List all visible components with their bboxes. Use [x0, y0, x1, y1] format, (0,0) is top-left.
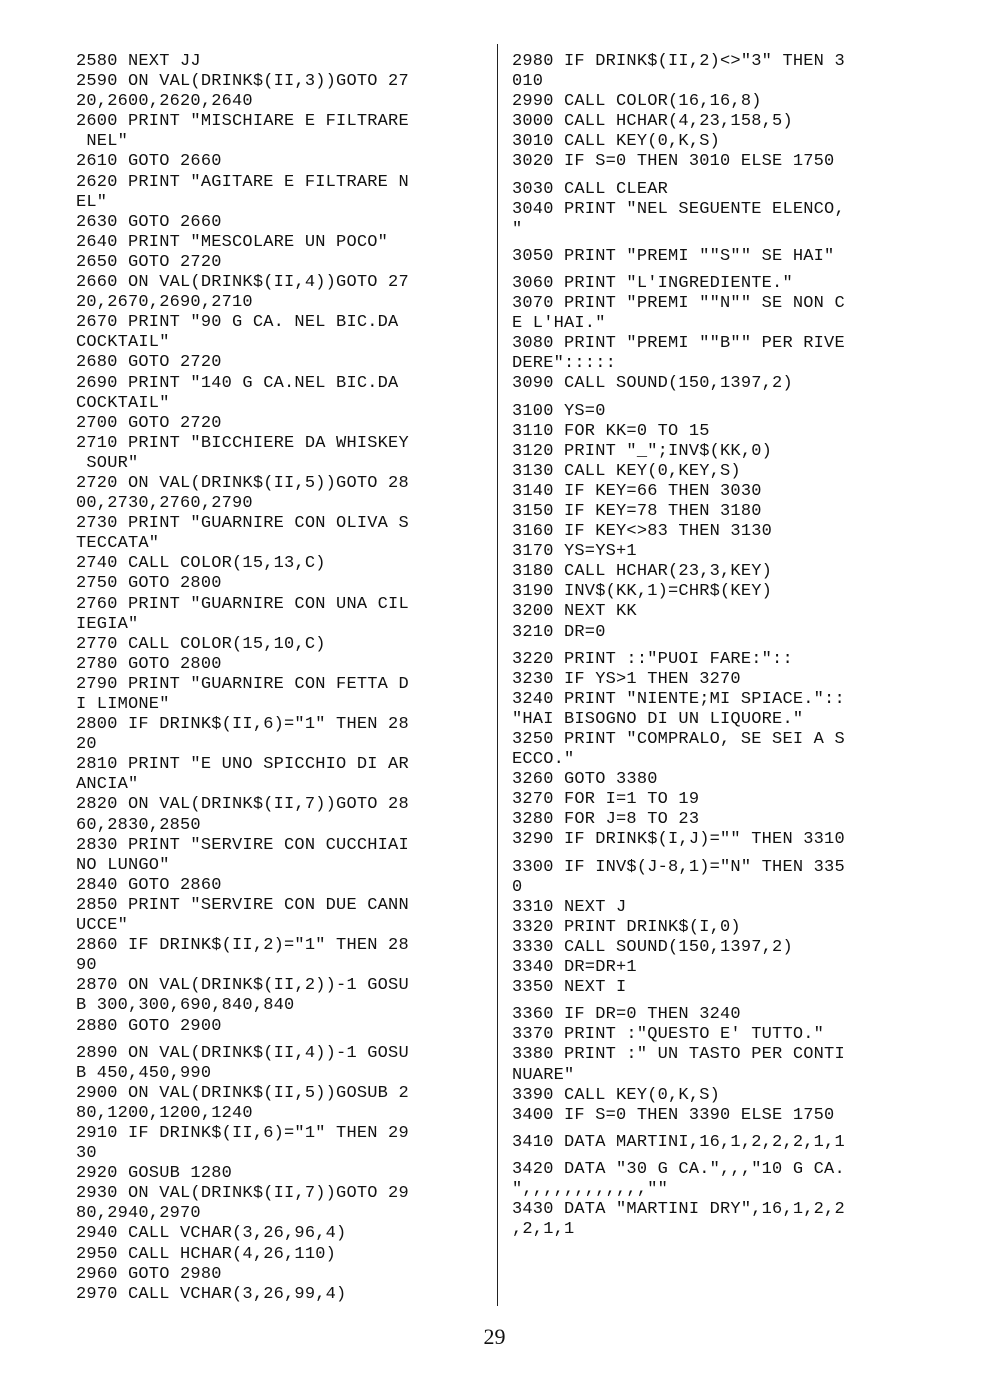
- code-line: 2790 PRINT "GUARNIRE CON FETTA D I LIMONE": [76, 674, 409, 714]
- code-line: 2810 PRINT "E UNO SPICCHIO DI AR ANCIA": [76, 755, 409, 795]
- code-line: 3040 PRINT "NEL SEGUENTE ELENCO, ": [512, 199, 845, 239]
- code-line: 2860 IF DRINK$(II,2)="1" THEN 28 90: [76, 936, 409, 976]
- code-line: 3230 IF YS>1 THEN 3270: [512, 669, 741, 689]
- code-line: 3250 PRINT "COMPRALO, SE SEI A S ECCO.": [512, 730, 845, 770]
- code-line: 2980 IF DRINK$(II,2)<>"3" THEN 3 010: [512, 52, 845, 92]
- code-line: 2630 GOTO 2660: [76, 212, 222, 232]
- code-line: 3130 CALL KEY(0,KEY,S): [512, 461, 741, 481]
- code-line: 2870 ON VAL(DRINK$(II,2))-1 GOSU B 300,300,690,840,840: [76, 976, 409, 1016]
- code-line: 3030 CALL CLEAR: [512, 179, 669, 199]
- code-line: 2950 CALL HCHAR(4,26,110): [76, 1244, 337, 1264]
- code-line: 2780 GOTO 2800: [76, 654, 222, 674]
- code-line: 3060 PRINT "L'INGREDIENTE.": [512, 273, 793, 293]
- code-line: 2640 PRINT "MESCOLARE UN POCO": [76, 232, 389, 252]
- code-line: 2760 PRINT "GUARNIRE CON UNA CIL IEGIA": [76, 594, 409, 634]
- code-line: 2750 GOTO 2800: [76, 574, 222, 594]
- code-line: 2920 GOSUB 1280: [76, 1164, 233, 1184]
- code-line: 3270 FOR I=1 TO 19: [512, 790, 700, 810]
- code-line: 2580 NEXT JJ: [76, 52, 201, 71]
- column-divider: [497, 44, 498, 1306]
- code-line: 2690 PRINT "140 G CA.NEL BIC.DA COCKTAIL": [76, 373, 399, 413]
- code-line: 3160 IF KEY<>83 THEN 3130: [512, 522, 773, 542]
- code-line: 3200 NEXT KK: [512, 602, 637, 622]
- code-line: 3020 IF S=0 THEN 3010 ELSE 1750: [512, 152, 835, 172]
- code-line: 3150 IF KEY=78 THEN 3180: [512, 501, 762, 521]
- code-column-right: [512, 52, 907, 1240]
- code-line: 3110 FOR KK=0 TO 15: [512, 421, 710, 441]
- code-line: 3340 DR=DR+1: [512, 958, 637, 978]
- code-line: 3190 INV$(KK,1)=CHR$(KEY): [512, 582, 773, 602]
- code-line: 3220 PRINT ::"PUOI FARE:"::: [512, 649, 793, 669]
- code-line: 3070 PRINT "PREMI ""N"" SE NON C E L'HAI.": [512, 294, 845, 334]
- code-line: 2890 ON VAL(DRINK$(II,4))-1 GOSU B 450,450,990: [76, 1043, 409, 1083]
- code-line: 2910 IF DRINK$(II,6)="1" THEN 29 30: [76, 1123, 409, 1164]
- code-line: 2970 CALL VCHAR(3,26,99,4): [76, 1284, 347, 1304]
- code-line: 3390 CALL KEY(0,K,S): [512, 1085, 721, 1105]
- code-line: 3140 IF KEY=66 THEN 3030: [512, 481, 762, 501]
- code-line: 3180 CALL HCHAR(23,3,KEY): [512, 562, 773, 582]
- code-line: 3170 YS=YS+1: [512, 542, 637, 562]
- code-line: 2820 ON VAL(DRINK$(II,7))GOTO 28 60,2830,2850: [76, 795, 409, 835]
- code-line: 2880 GOTO 2900: [76, 1016, 222, 1036]
- code-line: 2650 GOTO 2720: [76, 252, 222, 272]
- code-line: 2960 GOTO 2980: [76, 1264, 222, 1284]
- code-line: 2930 ON VAL(DRINK$(II,7))GOTO 29 80,2940,2970: [76, 1184, 409, 1224]
- code-line: 3280 FOR J=8 TO 23: [512, 810, 700, 830]
- code-line: 2830 PRINT "SERVIRE CON CUCCHIAI NO LUNGO": [76, 835, 409, 875]
- code-line: 2730 PRINT "GUARNIRE CON OLIVA S TECCATA": [76, 514, 409, 554]
- code-line: 2590 ON VAL(DRINK$(II,3))GOTO 27 20,2600,2620,2640: [76, 72, 409, 112]
- code-line: 3090 CALL SOUND(150,1397,2): [512, 374, 793, 394]
- code-line: 2720 ON VAL(DRINK$(II,5))GOTO 28 00,2730,2760,2790: [76, 473, 409, 514]
- code-line: 3350 NEXT I: [512, 978, 627, 998]
- code-line: 3330 CALL SOUND(150,1397,2): [512, 937, 793, 957]
- code-line: 2770 CALL COLOR(15,10,C): [76, 634, 326, 654]
- code-line: 2670 PRINT "90 G CA. NEL BIC.DA COCKTAIL": [76, 313, 399, 353]
- code-line: 3300 IF INV$(J-8,1)="N" THEN 335 0: [512, 857, 845, 897]
- code-line: 2800 IF DRINK$(II,6)="1" THEN 28 20: [76, 715, 409, 755]
- code-line: 3370 PRINT :"QUESTO E' TUTTO.": [512, 1025, 825, 1045]
- code-line: 3290 IF DRINK$(I,J)="" THEN 3310: [512, 830, 845, 850]
- code-line: 3400 IF S=0 THEN 3390 ELSE 1750: [512, 1105, 835, 1125]
- code-line: 2740 CALL COLOR(15,13,C): [76, 554, 326, 574]
- code-line: 3410 DATA MARTINI,16,1,2,2,2,1,1: [512, 1132, 845, 1152]
- code-line: 2600 PRINT "MISCHIARE E FILTRARE NEL": [76, 112, 409, 152]
- code-line: 3210 DR=0: [512, 622, 606, 642]
- code-line: 2900 ON VAL(DRINK$(II,5))GOSUB 2 80,1200,1200,1240: [76, 1083, 409, 1123]
- code-line: 2660 ON VAL(DRINK$(II,4))GOTO 27 20,2670,2690,2710: [76, 273, 409, 313]
- code-line: 3260 GOTO 3380: [512, 770, 658, 790]
- code-line: 2990 CALL COLOR(16,16,8): [512, 92, 762, 112]
- code-line: 3120 PRINT "_";INV$(KK,0): [512, 441, 773, 461]
- code-line: 2710 PRINT "BICCHIERE DA WHISKEY SOUR": [76, 433, 409, 473]
- code-line: 2840 GOTO 2860: [76, 875, 222, 895]
- code-line: 3010 CALL KEY(0,K,S): [512, 132, 721, 152]
- code-line: 3320 PRINT DRINK$(I,0): [512, 917, 741, 937]
- code-line: 2680 GOTO 2720: [76, 353, 222, 373]
- code-line: 2700 GOTO 2720: [76, 413, 222, 433]
- code-line: 3080 PRINT "PREMI ""B"" PER RIVE DERE":::::: [512, 334, 845, 374]
- code-line: 2610 GOTO 2660: [76, 152, 222, 172]
- code-line: 3240 PRINT "NIENTE;MI SPIACE.":: "HAI BISOGNO DI UN LIQUORE.": [512, 689, 845, 729]
- code-line: 2620 PRINT "AGITARE E FILTRARE N EL": [76, 172, 409, 212]
- code-line: 3430 DATA "MARTINI DRY",16,1,2,2 ,2,1,1: [512, 1200, 845, 1240]
- code-line: 3360 IF DR=0 THEN 3240: [512, 1005, 741, 1025]
- code-line: 3310 NEXT J: [512, 897, 627, 917]
- page-number: 29: [483, 1324, 506, 1349]
- code-line: 3050 PRINT "PREMI ""S"" SE HAI": [512, 246, 835, 266]
- code-line: 3000 CALL HCHAR(4,23,158,5): [512, 112, 793, 132]
- code-line: 3100 YS=0: [512, 401, 606, 421]
- code-column-left: [76, 52, 471, 1305]
- code-line: 2850 PRINT "SERVIRE CON DUE CANN UCCE": [76, 895, 409, 936]
- code-line: 2940 CALL VCHAR(3,26,96,4): [76, 1224, 347, 1244]
- code-line: 3420 DATA "30 G CA.",,,"10 G CA. ",,,,,,,,,,,,"": [512, 1159, 845, 1199]
- code-line: 3380 PRINT :" UN TASTO PER CONTI NUARE": [512, 1045, 845, 1085]
